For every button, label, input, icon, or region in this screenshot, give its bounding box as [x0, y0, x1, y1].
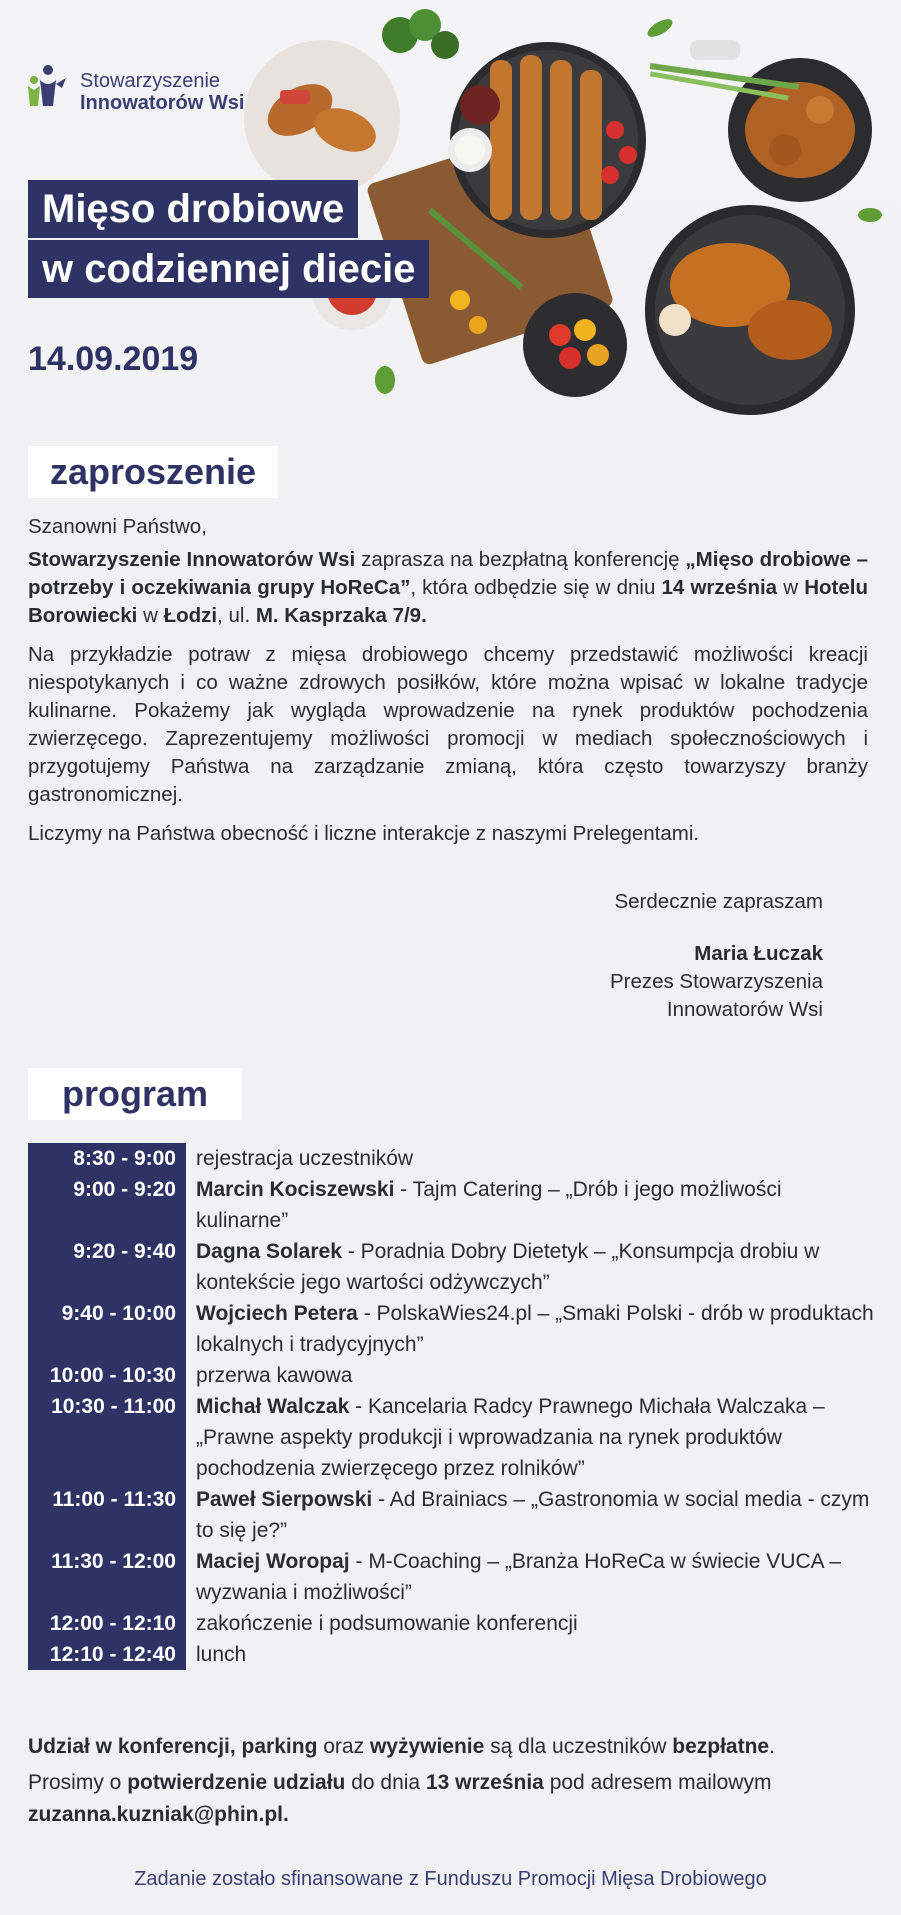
program-row: [28, 1391, 878, 1484]
program-description: [186, 1639, 878, 1670]
logo-line-1: Stowarzyszenie: [80, 70, 221, 92]
regards: Serdecznie zapraszam: [614, 890, 823, 913]
program-description: [186, 1360, 878, 1391]
funding-note: Zadanie zostało sfinansowane z Funduszu Promocji Mięsa Drobiowego: [134, 1868, 767, 1890]
text-run: pod adresem mailowym: [543, 1771, 772, 1794]
program-text: - PolskaWies24.pl – „Smaki Polski - drób w produktach lokalnych i tradycyjnych”: [196, 1302, 874, 1356]
text-run: potwierdzenie udziału: [127, 1771, 346, 1794]
event-date: 14.09.2019: [28, 340, 199, 378]
program-text: - Tajm Catering – „Drób i jego możliwości kulinarne”: [196, 1178, 782, 1232]
program-text: - Ad Brainiacs – „Gastronomia w social media - czym to się je?”: [196, 1488, 870, 1542]
text-run: w: [137, 604, 164, 627]
text-run: Prosimy o: [28, 1771, 128, 1794]
signer-title-1: Prezes Stowarzyszenia: [609, 970, 823, 993]
program-time: 9:00 - 9:20: [28, 1174, 186, 1236]
text-run: M. Kasprzaka 7/9.: [255, 604, 427, 627]
program-text: lunch: [196, 1643, 247, 1666]
logo-people-icon: [26, 58, 78, 108]
program-text: zakończenie i podsumowanie konferencji: [196, 1612, 578, 1635]
intro-paragraph: [28, 546, 868, 630]
program-row: [28, 1143, 878, 1174]
program-time: 11:00 - 11:30: [28, 1484, 186, 1546]
text-run: 14 września: [661, 576, 778, 599]
text-run: oraz: [317, 1735, 370, 1758]
program-time: 10:00 - 10:30: [28, 1360, 186, 1391]
program-row: [28, 1608, 878, 1639]
text-run: Udział w konferencji, parking: [28, 1735, 318, 1758]
program-text: - Poradnia Dobry Dietetyk – „Konsumpcja drobiu w kontekście jego wartości odżywczych”: [196, 1240, 820, 1294]
program-description: [186, 1546, 878, 1608]
signer-title-2: Innowatorów Wsi: [666, 998, 823, 1021]
text-run: do dnia: [345, 1771, 426, 1794]
program-row: [28, 1298, 878, 1360]
program-time: 12:00 - 12:10: [28, 1608, 186, 1639]
program-time: 11:30 - 12:00: [28, 1546, 186, 1608]
program-time: 8:30 - 9:00: [28, 1143, 186, 1174]
body-paragraph: Na przykładzie potraw z mięsa drobiowego chcemy przedstawić możliwości kreacji niespotykanych i co ważne zdrowych posiłków, które można wpisać w lokalne tradycje kulinarne. Pokażemy jak wygląda wprowadzenie na rynek produktów pochodzenia zwierzęcego. Zaprezentujemy możliwości promocji w mediach społecznościowych i przygotujemy Państwa na zarządzanie zmianą, która często towarzyszy branży gastronomicznej.: [28, 643, 868, 806]
signer-name: Maria Łuczak: [694, 942, 823, 965]
text-run: zuzanna.kuzniak@phin.pl.: [28, 1803, 289, 1826]
program-speaker: Dagna Solarek: [196, 1240, 342, 1263]
program-text: przerwa kawowa: [196, 1364, 353, 1387]
text-run: Hotelu Borowiecki: [28, 576, 868, 627]
logo: [26, 58, 244, 114]
program-speaker: Maciej Woropaj: [196, 1550, 350, 1573]
program-speaker: Marcin Kociszewski: [196, 1178, 395, 1201]
program-row: [28, 1360, 878, 1391]
logo-line-2: Innowatorów Wsi: [80, 92, 245, 114]
title-line-1: Mięso drobiowe: [28, 180, 358, 238]
program-description: [186, 1391, 878, 1484]
text-run: .: [769, 1735, 775, 1758]
program-text: rejestracja uczestników: [196, 1147, 414, 1170]
confirmation-note: [28, 1767, 878, 1831]
text-run: 13 września: [425, 1771, 544, 1794]
program-time: 9:40 - 10:00: [28, 1298, 186, 1360]
program-description: [186, 1298, 878, 1360]
program-row: [28, 1174, 878, 1236]
program-text: - M-Coaching – „Branża HoReCa w świecie VUCA – wyzwania i możliwości”: [196, 1550, 842, 1604]
program-time: 9:20 - 9:40: [28, 1236, 186, 1298]
invitation-label: zaproszenie: [28, 446, 278, 498]
participation-note: [28, 1731, 878, 1763]
program-description: [186, 1236, 878, 1298]
text-run: wyżywienie: [369, 1735, 485, 1758]
program-speaker: Michał Walczak: [196, 1395, 350, 1418]
title-line-2: w codziennej diecie: [28, 240, 429, 298]
program-text: - Kancelaria Radcy Prawnego Michała Walczaka – „Prawne aspekty produkcji i wprowadzania na rynek produktów pochodzenia zwierzęcego przez rolników”: [196, 1395, 825, 1480]
program-row: [28, 1639, 878, 1670]
hero-banner: [0, 0, 901, 430]
text-run: , ul.: [217, 604, 256, 627]
program-time: 10:30 - 11:00: [28, 1391, 186, 1484]
program-speaker: Wojciech Petera: [196, 1302, 358, 1325]
program-description: [186, 1174, 878, 1236]
program-description: [186, 1143, 878, 1174]
program-description: [186, 1608, 878, 1639]
text-run: , która odbędzie się w dniu: [410, 576, 662, 599]
program-row: [28, 1546, 878, 1608]
closing-paragraph: Liczymy na Państwa obecność i liczne interakcje z naszymi Prelegentami.: [28, 822, 700, 845]
text-run: bezpłatne: [672, 1735, 770, 1758]
text-run: w: [777, 576, 805, 599]
text-run: zaprasza na bezpłatną konferencję: [355, 548, 686, 571]
program-table: [28, 1143, 878, 1670]
text-run: Stowarzyszenie Innowatorów Wsi: [28, 548, 356, 571]
text-run: Łodzi: [163, 604, 218, 627]
text-run: są dla uczestników: [484, 1735, 673, 1758]
program-time: 12:10 - 12:40: [28, 1639, 186, 1670]
program-row: [28, 1236, 878, 1298]
program-label: program: [28, 1068, 242, 1120]
program-row: [28, 1484, 878, 1546]
program-speaker: Paweł Sierpowski: [196, 1488, 373, 1511]
program-description: [186, 1484, 878, 1546]
text-run: „Mięso drobiowe – potrzeby i oczekiwania grupy HoReCa”: [28, 548, 868, 599]
greeting: Szanowni Państwo,: [28, 515, 207, 538]
